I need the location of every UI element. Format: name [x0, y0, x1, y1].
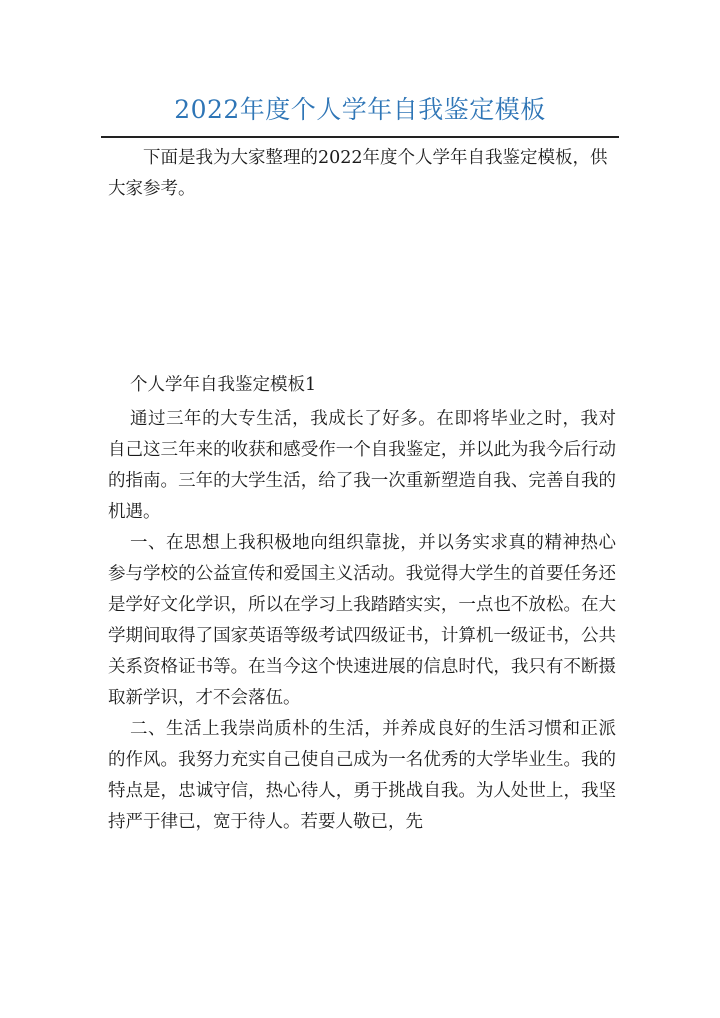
- section-heading: 个人学年自我鉴定模板1: [130, 375, 317, 395]
- paragraph-3: 二、生活上我崇尚质朴的生活，并养成良好的生活习惯和正派的作风。我努力充实自己使自己成为一名优秀的大学毕业生。我的特点是，忠诚守信，热心待人，勇于挑战自我。为人处世上，我坚持严于律已，宽于待人。若要人敬已，先: [108, 719, 616, 832]
- body-text: [108, 404, 616, 838]
- document-title: 2022年度个人学年自我鉴定模板: [174, 95, 546, 124]
- intro-paragraph: 下面是我为大家整理的2022年度个人学年自我鉴定模板，供大家参考。: [108, 148, 608, 199]
- paragraph-1: 通过三年的大专生活，我成长了好多。在即将毕业之时，我对自己这三年来的收获和感受作一个自我鉴定，并以此为我今后行动的指南。三年的大学生活，给了我一次重新塑造自我、完善自我的机遇。: [108, 409, 616, 522]
- title-divider: [101, 136, 619, 138]
- paragraph-2: 一、在思想上我积极地向组织靠拢，并以务实求真的精神热心参与学校的公益宣传和爱国主义活动。我觉得大学生的首要任务还是学好文化学识，所以在学习上我踏踏实实，一点也不放松。在大学期间取得了国家英语等级考试四级证书，计算机一级证书，公共关系资格证书等。在当今这个快速进展的信息时代，我只有不断摄取新学识，才不会落伍。: [108, 533, 616, 708]
